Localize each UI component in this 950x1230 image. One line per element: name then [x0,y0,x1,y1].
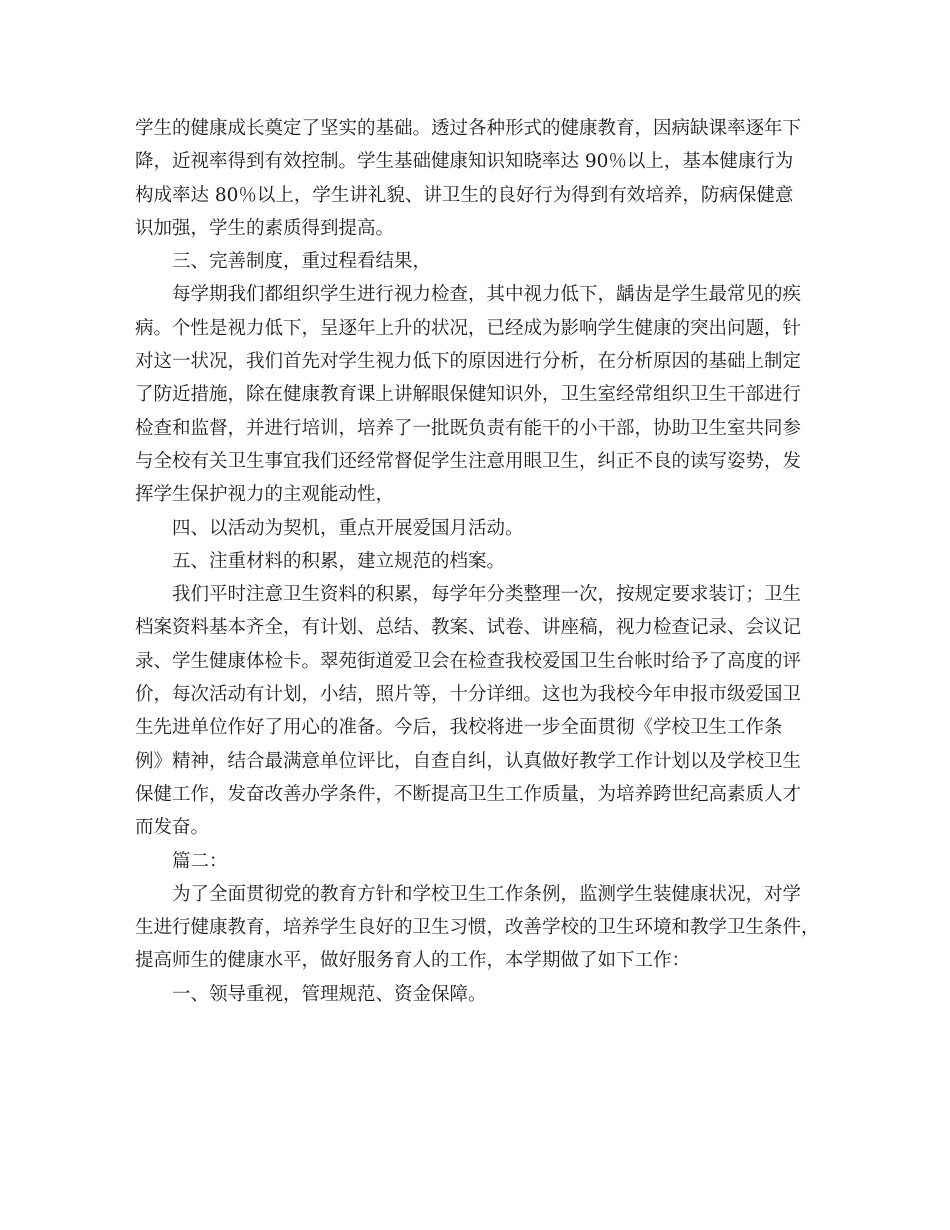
text-line: 挥学生保护视力的主观能动性， [135,484,395,506]
text-line: 病。个性是视力低下，呈逐年上升的状况，已经成为影响学生健康的突出问题，针 [135,317,802,339]
text-line: 与全校有关卫生事宜我们还经常督促学生注意用眼卫生，纠正不良的读写姿势，发 [135,450,802,472]
text-line: 检查和监督，并进行培训，培养了一批既负责有能干的小干部，协助卫生室共同参 [135,417,802,439]
text-line: 为了全面贯彻党的教育方针和学校卫生工作条例，监测学生装健康状况，对学 [135,883,802,905]
text-line: 提高师生的健康水平，做好服务育人的工作，本学期做了如下工作： [135,950,691,972]
text-line: 生进行健康教育，培养学生良好的卫生习惯，改善学校的卫生环境和教学卫生条件， [135,917,820,939]
text-line: 例》精神，结合最满意单位评比，自查自纠，认真做好教学工作计划以及学校卫生 [135,750,802,772]
section-heading: 一、领导重视，管理规范、资金保障。 [135,983,487,1005]
text-line: 保健工作，发奋改善办学条件，不断提高卫生工作质量，为培养跨世纪高素质人才 [135,783,802,805]
text-line: 学生的健康成长奠定了坚实的基础。透过各种形式的健康教育，因病缺课率逐年下 [135,118,802,139]
text-line: 识加强，学生的素质得到提高。 [135,217,395,239]
text-line: 每学期我们都组织学生进行视力检查，其中视力低下，龋齿是学生最常见的疾 [135,284,802,306]
text-line: 录、学生健康体检卡。翠苑街道爱卫会在检查我校爱国卫生台帐时给予了高度的评 [135,650,802,672]
section-heading: 篇二： [135,850,228,872]
section-heading: 五、注重材料的积累，建立规范的档案。 [135,550,506,572]
text-line: 而发奋。 [135,817,210,839]
section-heading: 三、完善制度，重过程看结果， [135,251,432,273]
text-line: 生先进单位作好了用心的准备。今后，我校将进一步全面贯彻《学校卫生工作条 [135,717,783,739]
text-line: 我们平时注意卫生资料的积累，每学年分类整理一次，按规定要求装订；卫生 [135,584,802,606]
text-line: 降，近视率得到有效控制。学生基础健康知识知晓率达 90％以上，基本健康行为 [135,151,794,173]
text-line: 档案资料基本齐全，有计划、总结、教案、试卷、讲座稿，视力检查记录、会议记 [135,617,802,639]
section-heading: 四、以活动为契机，重点开展爱国月活动。 [135,517,524,539]
text-line: 构成率达 80％以上，学生讲礼貌、讲卫生的良好行为得到有效培养，防病保健意 [135,184,794,206]
text-line: 对这一状况，我们首先对学生视力低下的原因进行分析，在分析原因的基础上制定 [135,351,802,373]
text-line: 价，每次活动有计划，小结，照片等，十分详细。这也为我校今年申报市级爱国卫 [135,684,802,706]
text-line: 了防近措施，除在健康教育课上讲解眼保健知识外，卫生室经常组织卫生干部进行 [135,384,802,406]
document-body [135,112,835,1011]
